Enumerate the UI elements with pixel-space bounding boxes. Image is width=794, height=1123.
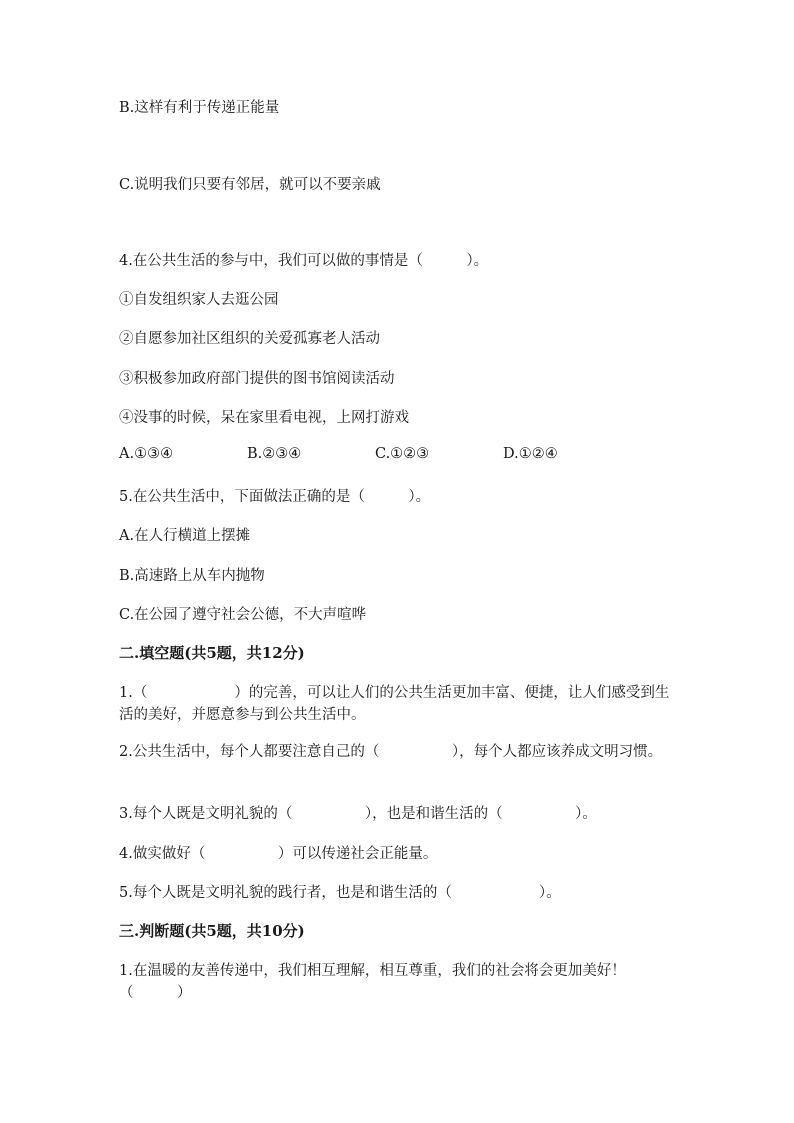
section-heading-true-false: 三.判断题(共5题，共10分) [119,922,305,940]
q4-option-c: C.①②③ [375,446,430,462]
q5-option-c: C.在公园了遵守社会公德，不大声喧哗 [119,607,367,623]
fill-question-3: 3.每个人既是文明礼貌的（ ），也是和谐生活的（ ）。 [119,806,597,822]
q4-statement-4: ④没事的时候，呆在家里看电视，上网打游戏 [119,410,409,426]
q5-question: 5.在公共生活中，下面做法正确的是（ ）。 [119,489,431,505]
section-heading-fill-in: 二.填空题(共5题，共12分) [119,644,305,662]
q4-statement-1: ①自发组织家人去逛公园 [119,292,279,308]
q3-option-c: C.说明我们只要有邻居，就可以不要亲戚 [119,177,381,193]
q4-option-b: B.②③④ [247,446,302,462]
q4-question: 4.在公共生活的参与中，我们可以做的事情是（ ）。 [119,253,489,269]
q3-option-b: B.这样有利于传递正能量 [119,100,280,116]
fill-question-1: 1.（ ）的完善，可以让人们的公共生活更加丰富、便捷，让人们感受到生活的美好，并愿意参与到公共生活中。 [119,685,670,723]
q4-statement-3: ③积极参加政府部门提供的图书馆阅读活动 [119,371,395,387]
q4-option-d: D.①②④ [503,446,558,462]
fill-question-2: 2.公共生活中，每个人都要注意自己的（ ），每个人都应该养成文明习惯。 [119,744,663,760]
q4-option-a: A.①③④ [119,446,174,462]
fill-question-5: 5.每个人既是文明礼貌的践行者，也是和谐生活的（ ）。 [119,885,561,901]
q5-option-a: A.在人行横道上摆摊 [119,528,251,544]
q4-statement-2: ②自愿参加社区组织的关爱孤寡老人活动 [119,331,380,347]
q5-option-b: B.高速路上从车内抛物 [119,568,265,584]
fill-question-4: 4.做实做好（ ）可以传递社会正能量。 [119,846,438,862]
judge-question-1: 1.在温暖的友善传递中，我们相互理解，相互尊重，我们的社会将会更加美好！（ ） [119,963,626,1001]
